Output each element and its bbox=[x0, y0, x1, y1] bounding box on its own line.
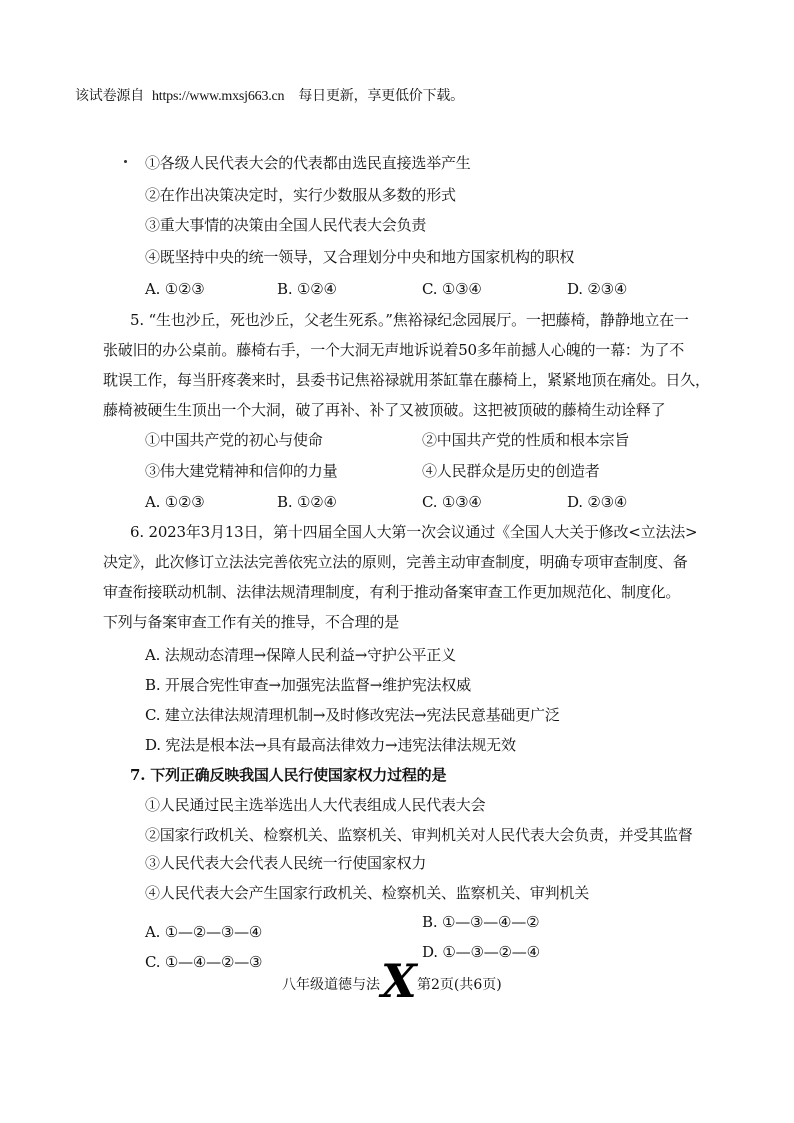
q4-statement-2: ②在作出决策决定时，实行少数服从多数的形式 bbox=[145, 186, 456, 204]
q7-option-d: D. ①—③—②—④ bbox=[422, 943, 540, 961]
q4-option-b: B. ①②④ bbox=[277, 280, 337, 298]
q7-option-b: B. ①—③—④—② bbox=[422, 913, 540, 931]
footer-subject: 八年级道德与法 bbox=[282, 977, 380, 993]
q5-option-b: B. ①②④ bbox=[277, 493, 337, 511]
source-url[interactable]: https://www.mxsj663.cn bbox=[152, 89, 285, 104]
q5-statement-2: ②中国共产党的性质和根本宗旨 bbox=[422, 431, 630, 449]
q6-stem-line-2: 决定》，此次修订立法法完善依宪立法的原则，完善主动审查制度，明确专项审查制度、备 bbox=[103, 553, 688, 571]
q4-statement-1: ①各级人民代表大会的代表都由选民直接选举产生 bbox=[145, 154, 471, 172]
q5-stem-line-3: 耽误工作，每当肝疼袭来时，县委书记焦裕禄就用茶缸靠在藤椅上，紧紧地顶在痛处。日久， bbox=[103, 371, 710, 389]
q5-statement-3: ③伟大建党精神和信仰的力量 bbox=[145, 462, 338, 480]
source-notice: 每日更新，享更低价下载。 bbox=[298, 88, 464, 104]
q6-stem-line-4: 下列与备案审查工作有关的推导，不合理的是 bbox=[103, 613, 400, 631]
q6-stem-line-3: 审查衔接联动机制、法律法规清理制度，有利于推动备案审查工作更加规范化、制度化。 bbox=[103, 583, 681, 601]
q6-stem-line-1: 6. 2023年3月13日，第十四届全国人大第一次会议通过《全国人大关于修改<立法法> bbox=[130, 523, 698, 541]
q4-option-a: A. ①②③ bbox=[145, 280, 205, 298]
q6-option-b: B. 开展合宪性审查→加强宪法监督→维护宪法权威 bbox=[145, 676, 471, 694]
footer-x-mark: X bbox=[381, 954, 417, 1008]
q4-option-d: D. ②③④ bbox=[567, 280, 628, 298]
q5-option-a: A. ①②③ bbox=[145, 493, 205, 511]
scan-speck bbox=[124, 160, 127, 163]
q7-statement-2: ②国家行政机关、检察机关、监察机关、审判机关对人民代表大会负责，并受其监督 bbox=[145, 826, 693, 844]
q5-stem-line-1: 5. “生也沙丘，死也沙丘，父老生死系。”焦裕禄纪念园展厅。一把藤椅，静静地立在一 bbox=[130, 311, 689, 329]
q7-statement-4: ④人民代表大会产生国家行政机关、检察机关、监察机关、审判机关 bbox=[145, 884, 590, 902]
q5-statement-4: ④人民群众是历史的创造者 bbox=[422, 462, 600, 480]
source-text: 该试卷源自 bbox=[75, 88, 144, 104]
q4-option-c: C. ①③④ bbox=[422, 280, 482, 298]
footer-page-number: 第2页(共6页) bbox=[417, 977, 502, 993]
q7-statement-1: ①人民通过民主选举选出人大代表组成人民代表大会 bbox=[145, 796, 486, 814]
q7-option-a: A. ①—②—③—④ bbox=[145, 923, 263, 941]
q4-statement-3: ③重大事情的决策由全国人民代表大会负责 bbox=[145, 216, 427, 234]
q6-option-a: A. 法规动态清理→保障人民利益→守护公平正义 bbox=[145, 646, 456, 664]
q6-option-c: C. 建立法律法规清理机制→及时修改宪法→宪法民意基础更广泛 bbox=[145, 706, 560, 724]
q7-option-c: C. ①—④—②—③ bbox=[145, 953, 263, 971]
q5-stem-line-2: 张破旧的办公桌前。藤椅右手，一个大洞无声地诉说着50多年前撼人心魄的一幕：为了不 bbox=[103, 341, 685, 359]
q5-option-c: C. ①③④ bbox=[422, 493, 482, 511]
q7-stem: 7. 下列正确反映我国人民行使国家权力过程的是 bbox=[130, 766, 447, 784]
q7-statement-3: ③人民代表大会代表人民统一行使国家权力 bbox=[145, 854, 427, 872]
source-header bbox=[75, 87, 464, 106]
q5-statement-1: ①中国共产党的初心与使命 bbox=[145, 431, 323, 449]
q4-statement-4: ④既坚持中央的统一领导，又合理划分中央和地方国家机构的职权 bbox=[145, 248, 575, 266]
q6-option-d: D. 宪法是根本法→具有最高法律效力→违宪法律法规无效 bbox=[145, 736, 516, 754]
q5-option-d: D. ②③④ bbox=[567, 493, 628, 511]
q5-stem-line-4: 藤椅被硬生生顶出一个大洞，破了再补、补了又被顶破。这把被顶破的藤椅生动诠释了 bbox=[103, 401, 666, 419]
